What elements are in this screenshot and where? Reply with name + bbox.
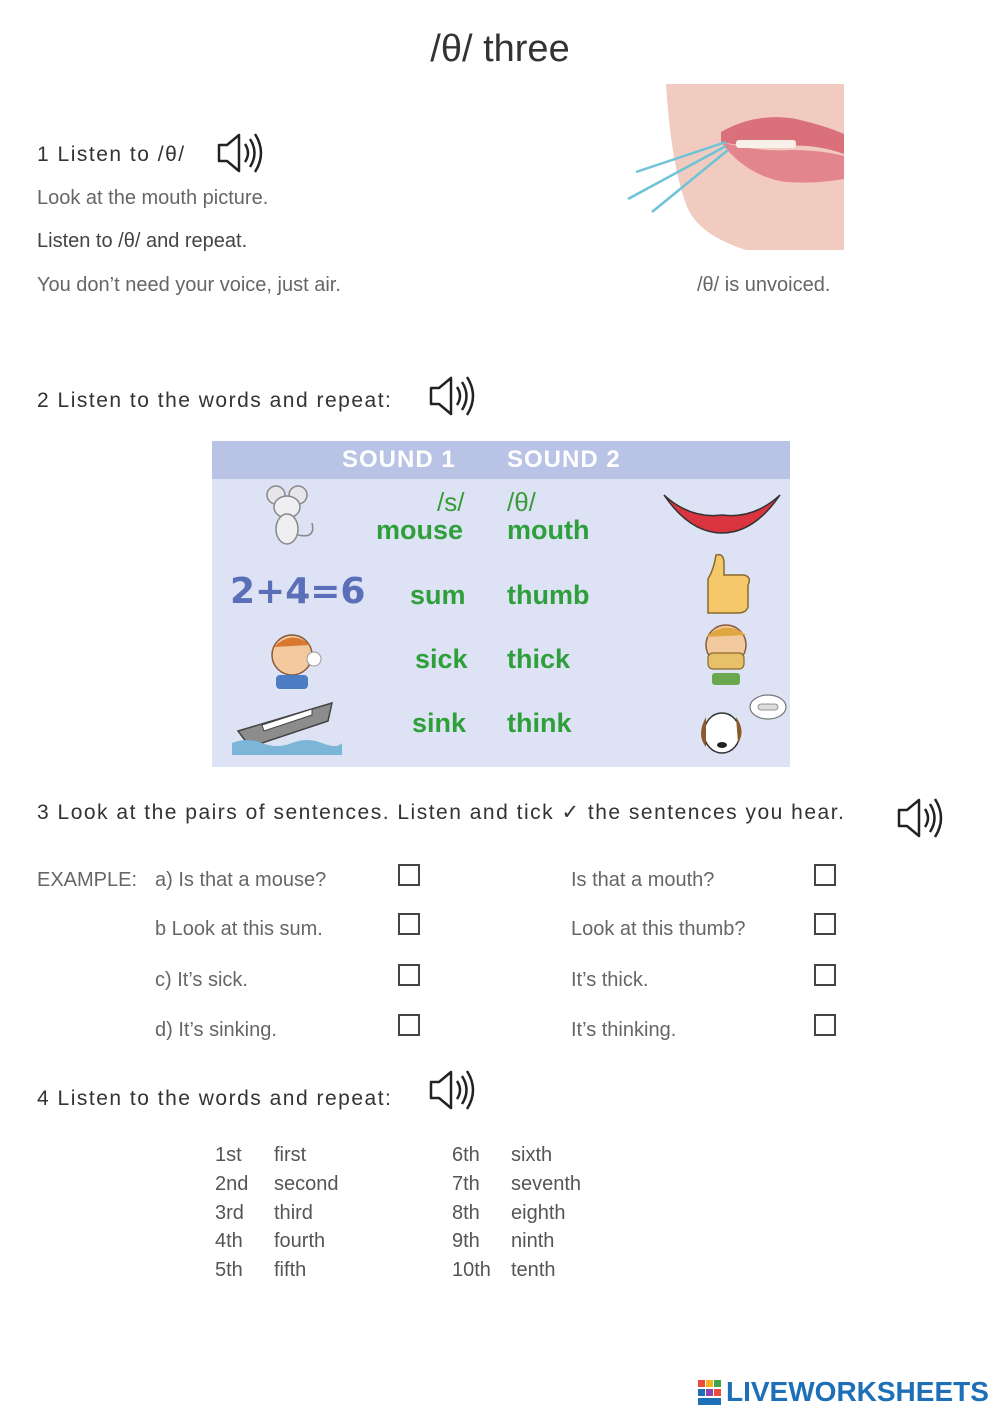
checkbox-b-left[interactable] [398,913,420,935]
instruction-listen: Listen to /θ/ and repeat. [37,230,248,252]
sinking-boat-illustration [232,695,342,755]
ordinal-word: eighth [511,1202,566,1224]
ordinal-number: 7th [452,1173,480,1195]
lips-illustration [660,489,784,539]
checkbox-a-right[interactable] [814,864,836,886]
checkbox-a-left[interactable] [398,864,420,886]
ordinal-word: sixth [511,1144,553,1166]
word-sink: sink [412,708,467,738]
instruction-air: You don’t need your voice, just air. [37,274,341,296]
word-thick: thick [507,644,571,674]
ordinal-word: ninth [511,1230,555,1252]
checkbox-c-right[interactable] [814,964,836,986]
phoneme-s: /s/ [437,487,465,517]
section2-heading: 2 Listen to the words and repeat: [37,389,393,412]
liveworksheets-logo-icon [698,1380,722,1406]
ordinal-number: 3rd [215,1202,244,1224]
speaker-icon[interactable] [215,130,265,176]
mouth-picture [626,84,844,250]
thinking-dog-illustration [692,691,790,761]
word-thumb: thumb [507,580,590,610]
word-mouth: mouth [507,515,590,545]
ordinal-word: second [274,1173,339,1195]
section4-heading: 4 Listen to the words and repeat: [37,1087,393,1110]
panel-header [212,441,790,479]
ordinal-number: 4th [215,1230,243,1252]
ordinal-number: 9th [452,1230,480,1252]
word-mouse: mouse [376,515,464,545]
checkbox-d-left[interactable] [398,1014,420,1036]
speaker-icon[interactable] [895,795,945,841]
ordinal-word: fourth [274,1230,326,1252]
page-title: /θ/ three [430,28,570,70]
section1-heading: 1 Listen to /θ/ [37,143,186,166]
thick-sandwich-illustration [696,617,756,687]
speaker-icon[interactable] [427,373,477,419]
section3-heading: 3 Look at the pairs of sentences. Listen and tick ✓ the sentences you hear. [37,801,846,824]
sum-equation: 2+4=6 [230,571,366,612]
sentence-a-right: Is that a mouth? [571,869,715,891]
word-sick: sick [415,644,468,674]
sentence-c-right: It’s thick. [571,969,649,991]
sound1-label: SOUND 1 [342,446,456,473]
ordinal-word: fifth [274,1259,307,1281]
example-label: EXAMPLE: [37,869,138,891]
ordinal-word: tenth [511,1259,556,1281]
ordinal-word: seventh [511,1173,582,1195]
sentence-a-left: a) Is that a mouse? [155,869,327,891]
checkbox-c-left[interactable] [398,964,420,986]
word-think: think [507,708,572,738]
sentence-b-right: Look at this thumb? [571,918,746,940]
sentence-c-left: c) It’s sick. [155,969,248,991]
ordinal-number: 5th [215,1259,243,1281]
ordinal-word: first [274,1144,307,1166]
ordinal-number: 2nd [215,1173,249,1195]
ordinal-number: 8th [452,1202,480,1224]
logo-text: LIVEWORKSHEETS [726,1376,989,1407]
instruction-look: Look at the mouth picture. [37,187,269,209]
thumb-illustration [698,551,754,615]
minimal-pairs-panel [212,441,790,767]
ordinal-number: 1st [215,1144,242,1166]
sentence-d-left: d) It’s sinking. [155,1019,277,1041]
ordinal-number: 6th [452,1144,480,1166]
checkbox-b-right[interactable] [814,913,836,935]
checkbox-d-right[interactable] [814,1014,836,1036]
unvoiced-note: /θ/ is unvoiced. [697,274,831,296]
word-sum: sum [410,580,466,610]
sick-boy-illustration [262,625,326,691]
sound2-label: SOUND 2 [507,446,621,473]
speaker-icon[interactable] [427,1067,477,1113]
sentence-d-right: It’s thinking. [571,1019,677,1041]
mouse-illustration [256,483,322,549]
ordinal-number: 10th [452,1259,491,1281]
ordinal-word: third [274,1202,313,1224]
sentence-b-left: b Look at this sum. [155,918,323,940]
phoneme-theta: /θ/ [507,487,536,517]
